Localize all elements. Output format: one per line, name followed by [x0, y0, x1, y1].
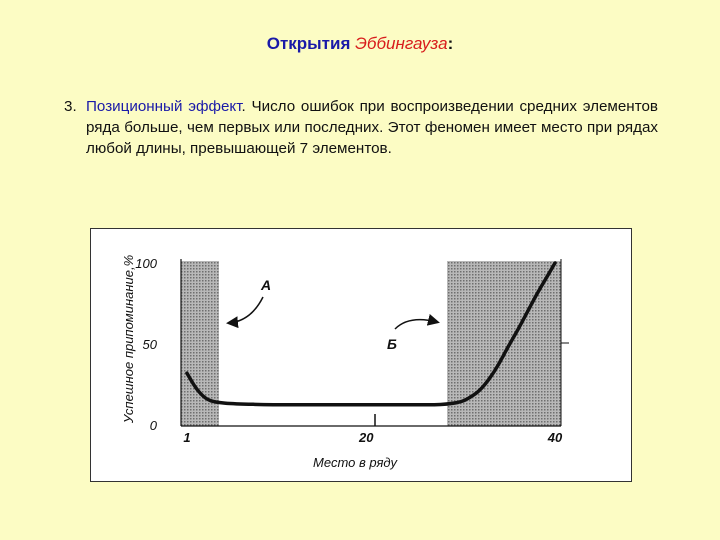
- annotation-a: А: [261, 277, 272, 293]
- x-tick-label: 1: [183, 430, 191, 445]
- x-axis-label: Место в ряду: [313, 455, 397, 470]
- item-highlight: Позиционный эффект: [86, 98, 242, 115]
- y-tick-label: 100: [135, 256, 157, 271]
- x-tick-labels: [183, 430, 563, 445]
- title-main: Открытия: [266, 34, 351, 53]
- y-axis-label: Успешное припоминание,%: [121, 254, 136, 424]
- item-text: . Число ошибок при воспроизведении средних элементов ряда больше, чем первых или последних. Этот феномен имеет место при рядах любой длины, превышающей 7 элементов.: [86, 98, 658, 157]
- slide-title: [0, 34, 720, 54]
- x-tick-label: 40: [547, 430, 563, 445]
- annotation-b: Б: [387, 336, 397, 352]
- title-colon: :: [447, 34, 454, 53]
- item-paragraph: [86, 96, 658, 159]
- x-tick-label: 20: [359, 430, 374, 445]
- title-accent: Эббингауза: [355, 34, 448, 53]
- serial-position-chart: [91, 229, 631, 481]
- annotation-b-arrow: [395, 320, 437, 329]
- y-tick-label: 50: [142, 337, 157, 352]
- y-tick-labels: [135, 256, 157, 433]
- item-number: 3.: [64, 98, 77, 115]
- serial-position-figure: [90, 228, 632, 482]
- item-3: [64, 96, 658, 159]
- y-tick-label: 0: [149, 418, 157, 433]
- annotation-a-arrow: [229, 297, 263, 323]
